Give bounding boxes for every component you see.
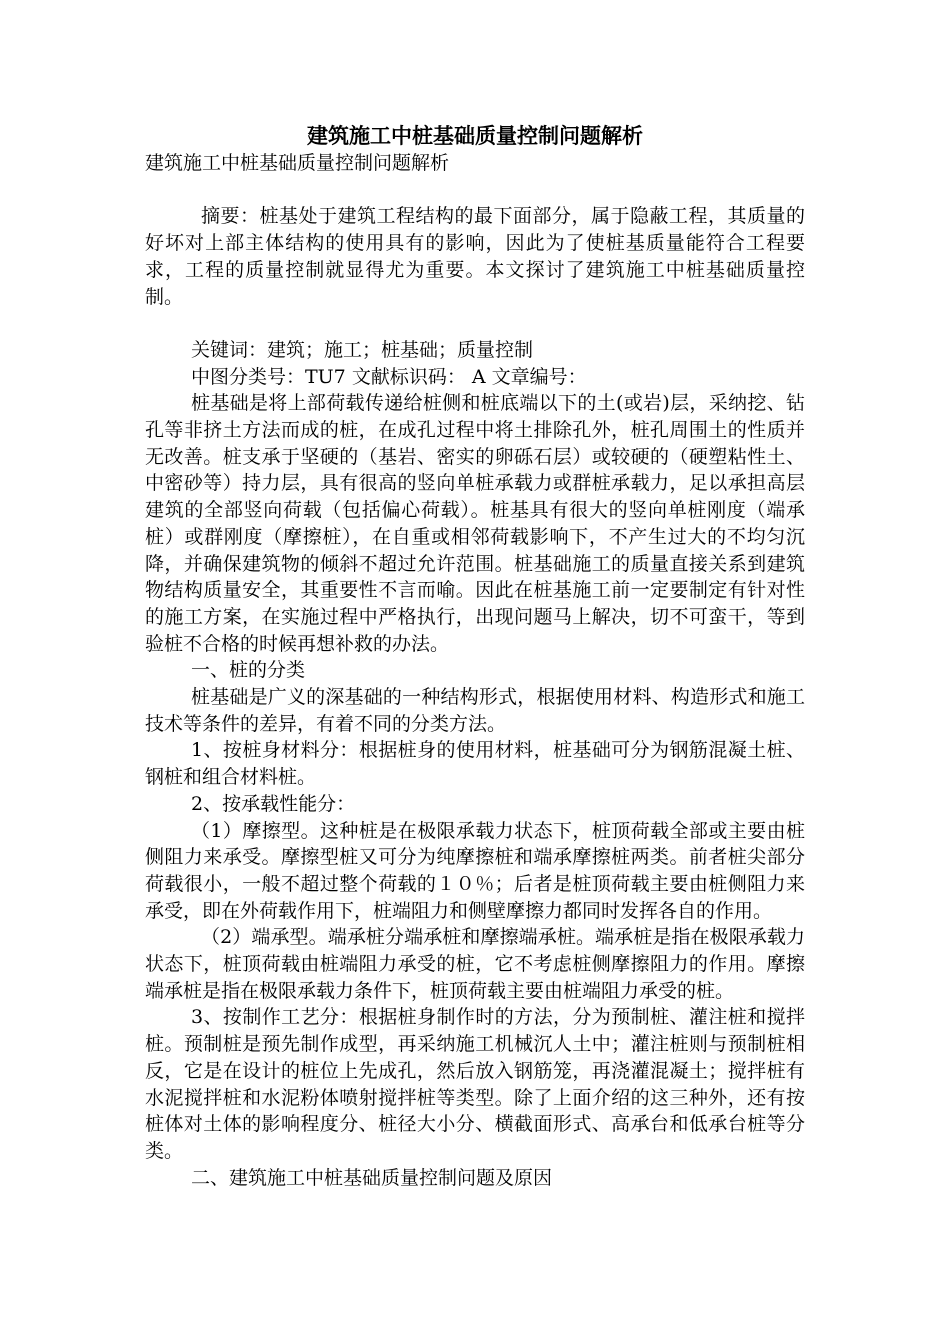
subtitle-line: 建筑施工中桩基础质量控制问题解析: [145, 152, 450, 174]
body-paragraph: 桩基础是广义的深基础的一种结构形式，根据使用材料、构造形式和施工技术等条件的差异，有着不同的分类方法。: [145, 686, 805, 735]
abstract-paragraph: 摘要：桩基处于建筑工程结构的最下面部分，属于隐蔽工程，其质量的好坏对上部主体结构的使用具有的影响，因此为了使桩基质量能符合工程要求，工程的质量控制就显得尤为重要。本文探讨了建筑施工中桩基础质量控制。: [145, 205, 805, 308]
section-heading-1: 一、桩的分类: [191, 659, 306, 682]
body-paragraph: 1、按桩身材料分：根据桩身的使用材料，桩基础可分为钢筋混凝土桩、钢桩和组合材料桩。: [145, 739, 805, 789]
blank-line: [145, 310, 805, 337]
blank-line: [145, 177, 805, 204]
section-heading-2: 二、建筑施工中桩基础质量控制问题及原因: [191, 1166, 553, 1189]
keywords-line: 关键词：建筑；施工；桩基础；质量控制: [191, 338, 534, 361]
body-paragraph: （1）摩擦型。这种桩是在极限承载力状态下，桩顶荷载全部或主要由桩侧阻力来承受。摩擦型桩又可分为纯摩擦桩和端承摩擦桩两类。前者桩尖部分荷载很小，一般不超过整个荷载的１０％；后者是桩顶荷载主要由桩侧阻力来承受，即在外荷载作用下，桩端阻力和侧壁摩擦力都同时发挥各自的作用。: [145, 819, 805, 922]
body-paragraph: 2、按承载性能分：: [191, 792, 356, 815]
body-paragraph: 3、按制作工艺分：根据桩身制作时的方法，分为预制桩、灌注桩和搅拌桩。预制桩是预先制作成型，再采纳施工机械沉人土中；灌注桩则与预制桩相反，它是在设计的桩位上先成孔，然后放入钢筋笼，再浇灌混凝土；搅拌桩有水泥搅拌桩和水泥粉体喷射搅拌桩等类型。除了上面介绍的这三种外，还有按桩体对土体的影响程度分、桩径大小分、横截面形式、高承台和低承台桩等分类。: [145, 1006, 805, 1162]
document-body: [145, 150, 805, 1191]
body-paragraph: （2）端承型。端承桩分端承桩和摩擦端承桩。端承桩是指在极限承载力状态下，桩顶荷载由桩端阻力承受的桩，它不考虑桩侧摩擦阻力的作用。摩擦端承桩是指在极限承载力条件下，桩顶荷载主要由桩端阻力承受的桩。: [145, 926, 805, 1002]
classification-line: 中图分类号：TU7 文献标识码： A 文章编号：: [191, 365, 587, 388]
intro-paragraph: 桩基础是将上部荷载传递给桩侧和桩底端以下的土(或岩)层，采纳挖、钻孔等非挤土方法而成的桩，在成孔过程中将土排除孔外，桩孔周围土的性质并无改善。桩支承于坚硬的（基岩、密实的卵砾石层）或较硬的（硬塑粘性土、中密砂等）持力层，具有很高的竖向单桩承载力或群桩承载力，足以承担高层建筑的全部竖向荷载（包括偏心荷载）。桩基具有很大的竖向单桩刚度（端承桩）或群刚度（摩擦桩），在自重或相邻荷载影响下，不产生过大的不均匀沉降，并确保建筑物的倾斜不超过允许范围。桩基础施工的质量直接关系到建筑物结构质量安全，其重要性不言而喻。因此在桩基施工前一定要制定有针对性的施工方案，在实施过程中严格执行，出现问题马上解决，切不可蛮干，等到验桩不合格的时候再想补救的办法。: [145, 392, 805, 655]
document-title: 建筑施工中桩基础质量控制问题解析: [307, 124, 643, 148]
